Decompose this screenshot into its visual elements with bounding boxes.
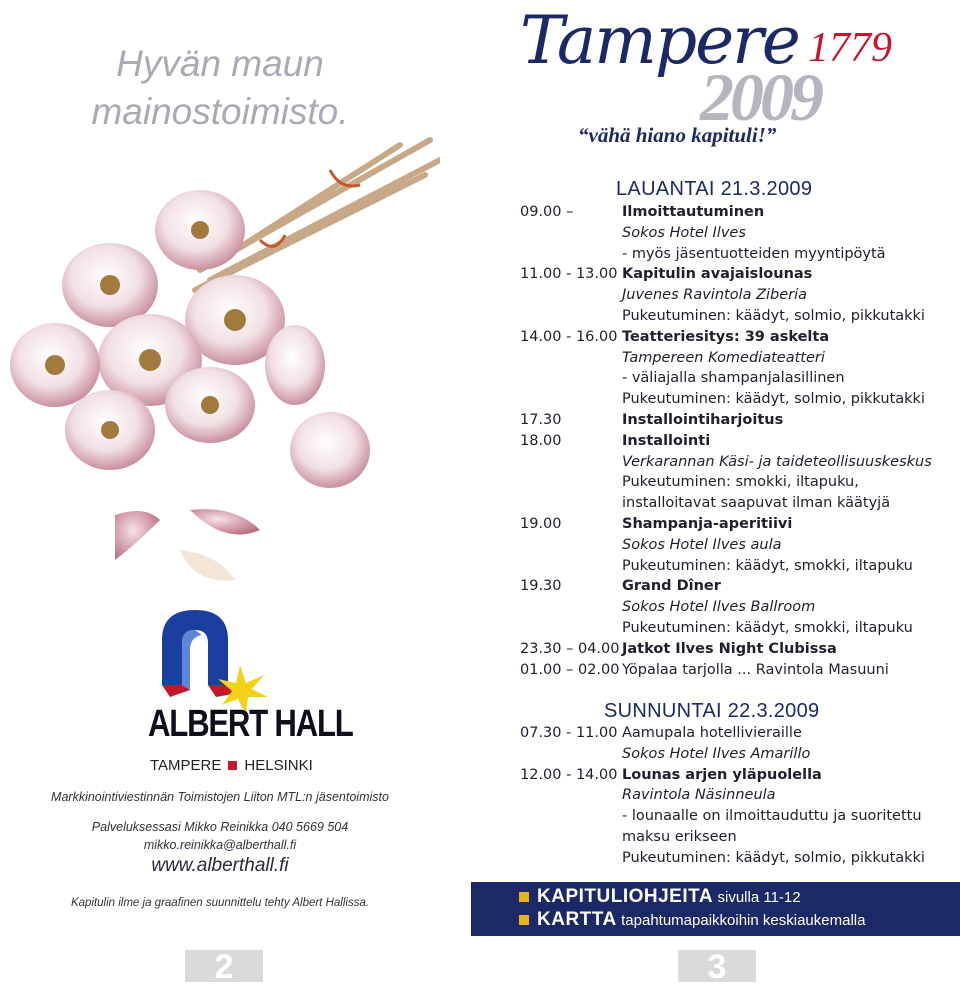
event-venue: Sokos Hotel Ilves Amarillo [622, 745, 811, 762]
schedule-row [520, 639, 950, 660]
event-title: Installointiharjoitus [622, 411, 784, 428]
time-spacer [520, 472, 622, 493]
event-note: Pukeutuminen: käädyt, smokki, iltapuku [622, 619, 913, 636]
event-venue: Tampereen Komediateatteri [622, 349, 825, 366]
schedule-row [520, 264, 950, 285]
garlic-illustration [0, 130, 440, 600]
schedule-row [520, 348, 950, 369]
schedule-row [520, 744, 950, 765]
event-note: Pukeutuminen: käädyt, solmio, pikkutakki [622, 307, 925, 324]
schedule-row [520, 765, 950, 786]
schedule-row [520, 306, 950, 327]
schedule-row [520, 848, 950, 869]
time-spacer [520, 452, 622, 473]
info-line-instructions [519, 886, 801, 908]
time-spacer [520, 785, 622, 806]
event-description: Aamupala hotellivieraille [622, 725, 802, 741]
time-spacer [520, 306, 622, 327]
event-note: installoitavat saapuvat ilman käätyjä [622, 495, 891, 512]
time-spacer [520, 389, 622, 410]
cities [150, 757, 313, 774]
garlic-cloves [115, 509, 260, 580]
schedule-row [520, 493, 950, 514]
city-tampere: TAMPERE [150, 757, 222, 774]
sunday-schedule [520, 723, 950, 869]
map-label: KARTTA [537, 909, 617, 930]
page-number-right: 3 [678, 950, 756, 982]
event-note: maksu erikseen [622, 828, 737, 845]
schedule-row [520, 576, 950, 597]
schedule-row [520, 618, 950, 639]
event-note: - myös jäsentuotteiden myyntipöytä [622, 245, 886, 262]
event-year-new: 2009 [700, 59, 820, 135]
event-time: 17.30 [520, 411, 562, 428]
event-venue: Sokos Hotel Ilves [622, 224, 746, 241]
event-note: Pukeutuminen: käädyt, solmio, pikkutakki [622, 849, 925, 866]
time-spacer [520, 806, 622, 827]
event-note: Pukeutuminen: käädyt, solmio, pikkutakki [622, 391, 925, 408]
city-helsinki: HELSINKI [244, 757, 313, 774]
event-note: - lounaalle on ilmoittauduttu ja suoritettu [622, 808, 922, 825]
schedule-row [520, 597, 950, 618]
garlic-bulbs [10, 190, 370, 488]
schedule-row [520, 285, 950, 306]
schedule-row [520, 806, 950, 827]
schedule-row [520, 244, 950, 265]
time-spacer [520, 618, 622, 639]
schedule-row [520, 202, 950, 223]
event-time: 01.00 – 02.00 [520, 661, 620, 678]
instructions-pages: sivulla 11-12 [717, 889, 801, 906]
event-title: Lounas arjen yläpuolella [622, 766, 822, 783]
time-spacer [520, 244, 622, 265]
event-motto: “vähä hiano kapituli!” [578, 123, 777, 147]
design-credit: Kapitulin ilme ja graafinen suunnittelu tehty Albert Hallissa. [70, 897, 370, 909]
event-time: 09.00 – [520, 204, 574, 220]
schedule-row [520, 472, 950, 493]
time-spacer [520, 348, 622, 369]
time-spacer [520, 223, 622, 244]
event-time: 18.00 [520, 432, 562, 449]
red-square-icon [228, 761, 237, 770]
event-title: Teatteriesitys: 39 askelta [622, 328, 830, 345]
event-time: 19.00 [520, 515, 562, 532]
saturday-schedule [520, 202, 950, 680]
schedule-row [520, 660, 950, 681]
sunday-heading: SUNNUNTAI 22.3.2009 [604, 700, 820, 722]
slogan [0, 40, 440, 136]
event-note: Pukeutuminen: käädyt, smokki, iltapuku [622, 557, 913, 574]
schedule-row [520, 431, 950, 452]
yellow-square-icon [519, 892, 529, 902]
info-box [471, 882, 960, 936]
event-time: 14.00 - 16.00 [520, 328, 618, 345]
schedule-row [520, 410, 950, 431]
event-time: 07.30 - 11.00 [520, 725, 618, 741]
time-spacer [520, 535, 622, 556]
info-line-map [519, 909, 865, 931]
yellow-square-icon [519, 915, 529, 925]
schedule-row [520, 368, 950, 389]
schedule-row [520, 723, 950, 744]
event-venue: Verkarannan Käsi- ja taideteollisuuskeskus [622, 453, 932, 470]
event-venue: Sokos Hotel Ilves Ballroom [622, 599, 816, 616]
schedule-row [520, 327, 950, 348]
event-time: 12.00 - 14.00 [520, 766, 618, 783]
schedule-row [520, 785, 950, 806]
schedule-row [520, 535, 950, 556]
event-year-old: 1779 [808, 25, 892, 71]
time-spacer [520, 493, 622, 514]
event-description: Yöpalaa tarjolla ... Ravintola Masuuni [622, 661, 889, 678]
event-time: 11.00 - 13.00 [520, 266, 618, 283]
page-number-left: 2 [185, 950, 263, 982]
time-spacer [520, 848, 622, 869]
time-spacer [520, 744, 622, 765]
schedule-row [520, 223, 950, 244]
event-note: - väliajalla shampanjalasillinen [622, 370, 845, 387]
event-title: Installointi [622, 432, 711, 449]
schedule-row [520, 514, 950, 535]
contact-email[interactable]: mikko.reinikka@alberthall.fi [143, 838, 297, 852]
time-spacer [520, 597, 622, 618]
time-spacer [520, 285, 622, 306]
saturday-heading: LAUANTAI 21.3.2009 [616, 178, 813, 200]
event-title: Kapitulin avajaislounas [622, 266, 813, 283]
contact-name-phone: Palveluksessasi Mikko Reinikka 040 5669 504 [91, 820, 349, 834]
time-spacer [520, 827, 622, 848]
event-title: Ilmoittautuminen [622, 204, 765, 220]
slogan-line-1: Hyvän maun [116, 43, 324, 84]
contact-block [0, 818, 440, 854]
map-location: tapahtumapaikkoihin keskiaukemalla [621, 912, 866, 929]
event-title: Shampanja-aperitiivi [622, 515, 793, 532]
slogan-line-2: mainostoimisto. [91, 91, 349, 132]
schedule-row [520, 389, 950, 410]
association-note: Markkinointiviestinnän Toimistojen Liiton MTL:n jäsentoimisto [51, 790, 389, 804]
schedule-row [520, 452, 950, 473]
event-title: Grand Dîner [622, 578, 721, 595]
event-title: Tampere [520, 2, 799, 79]
schedule-row [520, 827, 950, 848]
albert-hall-wordmark: ALBERT HALL [148, 703, 353, 745]
event-note: Pukeutuminen: smokki, iltapuku, [622, 474, 859, 491]
time-spacer [520, 368, 622, 389]
schedule-row [520, 556, 950, 577]
instructions-label: KAPITULIOHJEITA [537, 886, 714, 907]
event-venue: Ravintola Näsinneula [622, 787, 776, 804]
time-spacer [520, 556, 622, 577]
event-time: 19.30 [520, 578, 562, 595]
event-venue: Juvenes Ravintola Ziberia [622, 287, 808, 304]
website-link[interactable]: www.alberthall.fi [151, 855, 289, 876]
event-title: Jatkot Ilves Night Clubissa [622, 640, 837, 657]
event-venue: Sokos Hotel Ilves aula [622, 536, 782, 553]
event-time: 23.30 – 04.00 [520, 640, 620, 657]
